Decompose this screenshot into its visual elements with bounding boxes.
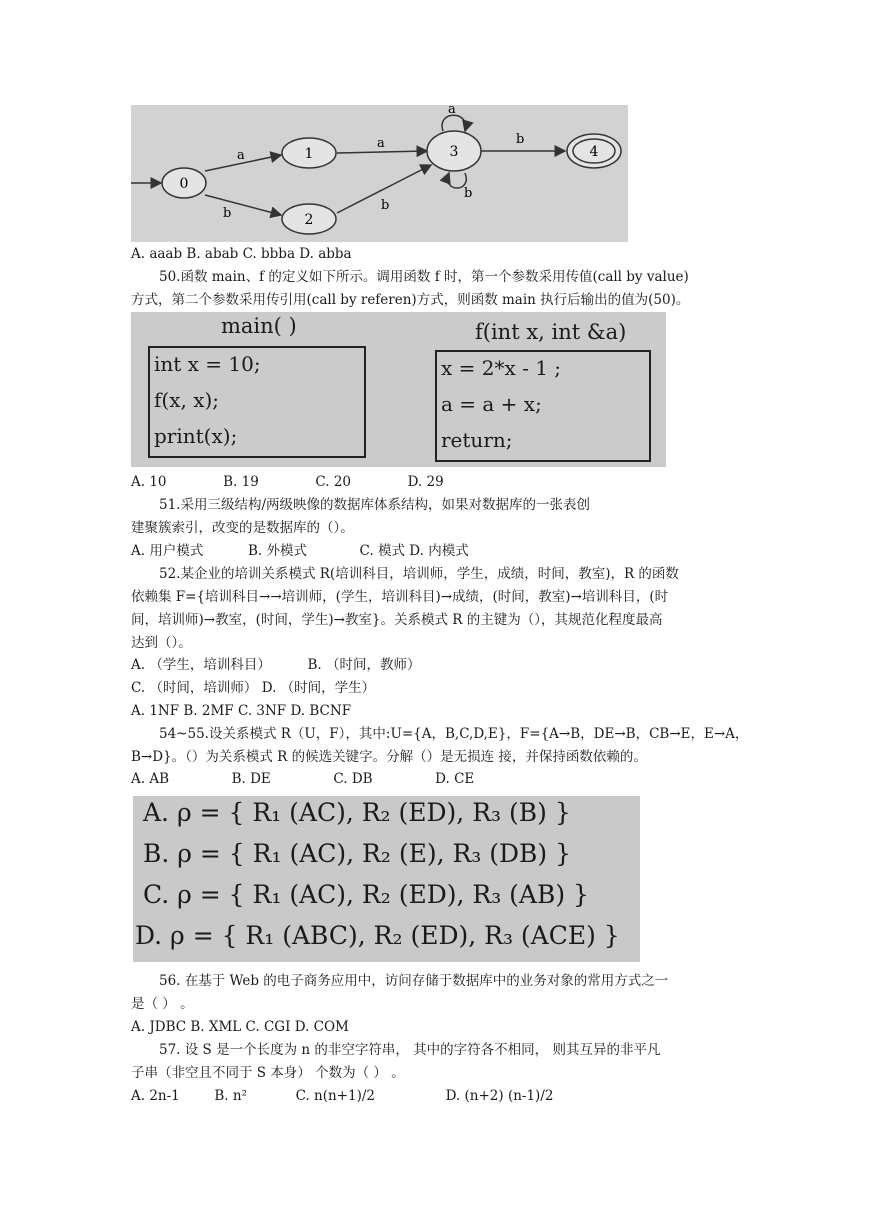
q54-option-d: D. CE bbox=[435, 771, 475, 787]
q52-line4: 达到（）。 bbox=[131, 635, 192, 651]
q57-line1: 57. 设 S 是一个长度为 n 的非空字符串， 其中的字符各不相同， 则其互异的非平凡 bbox=[159, 1042, 661, 1058]
f-title: f(int x, int &a) bbox=[475, 320, 627, 344]
f-code-line: a = a + x; bbox=[441, 392, 542, 416]
q52-option-a: A. （学生，培训科目） bbox=[131, 657, 271, 673]
f-code-line: return; bbox=[441, 428, 513, 452]
state-0 bbox=[162, 168, 206, 198]
q51-line2: 建聚簇索引，改变的是数据库的（）。 bbox=[131, 520, 354, 536]
decomp-option-d: D. ρ = { R₁ (ABC), R₂ (ED), R₃ (ACE) } bbox=[135, 921, 620, 950]
q52-line1: 52.某企业的培训关系模式 R(培训科目，培训师，学生，成绩，时间，教室)，R 的函数 bbox=[159, 566, 679, 582]
q50-option-d: D. 29 bbox=[407, 474, 444, 490]
svg-text:3: 3 bbox=[449, 144, 459, 160]
q52-line2: 依赖集 F={培训科目→→培训师，(学生，培训科目)→成绩，(时间，教室)→培训科目，(时 bbox=[131, 589, 669, 605]
svg-text:0: 0 bbox=[179, 176, 189, 192]
decomp-option-b: B. ρ = { R₁ (AC), R₂ (E), R₃ (DB) } bbox=[143, 839, 572, 868]
q52-options-cd: C. （时间，培训师） D. （时间，学生） bbox=[131, 680, 376, 696]
q51-options bbox=[131, 542, 469, 560]
edge-label-0-2: b bbox=[223, 206, 232, 221]
q51-option-cd: C. 模式 D. 内模式 bbox=[359, 543, 469, 559]
q56-options: A. JDBC B. XML C. CGI D. COM bbox=[131, 1019, 349, 1035]
q54-line1: 54~55.设关系模式 R（U，F），其中:U={A，B,C,D,E}，F={A→B，DE→B，CB→E，E→A， bbox=[159, 726, 749, 742]
edge-label-0-1: a bbox=[237, 148, 245, 163]
main-code-line: f(x, x); bbox=[154, 388, 220, 412]
q52-option-b: B. （时间，教师） bbox=[307, 657, 421, 673]
q54-option-a: A. AB bbox=[131, 771, 170, 787]
q52-line3: 间，培训师)→教室，(时间，学生)→教室}。关系模式 R 的主键为（），其规范化程度最高 bbox=[131, 612, 663, 628]
q57-option-d: D. (n+2) (n-1)/2 bbox=[445, 1088, 554, 1104]
q51-option-b: B. 外模式 bbox=[247, 543, 307, 559]
q49-options: A. aaab B. abab C. bbba D. abba bbox=[131, 246, 352, 262]
q50-options bbox=[131, 473, 444, 491]
q57-options bbox=[131, 1087, 553, 1105]
f-code-box bbox=[435, 350, 651, 462]
automaton-diagram bbox=[131, 105, 628, 242]
state-1 bbox=[282, 138, 336, 168]
decomp-option-c: C. ρ = { R₁ (AC), R₂ (ED), R₃ (AB) } bbox=[143, 880, 589, 909]
decomp-option-a: A. ρ = { R₁ (AC), R₂ (ED), R₃ (B) } bbox=[143, 798, 571, 827]
q50-text-line1: 50.函数 main、f 的定义如下所示。调用函数 f 时，第一个参数采用传值(call by value) bbox=[159, 269, 689, 285]
q57-option-a: A. 2n-1 bbox=[131, 1088, 180, 1104]
q56-line1: 56. 在基于 Web 的电子商务应用中，访问存储于数据库中的业务对象的常用方式之一 bbox=[159, 973, 669, 989]
q57-option-b: B. n² bbox=[214, 1088, 247, 1104]
main-title: main( ) bbox=[221, 314, 297, 338]
q52-options-ab bbox=[131, 656, 420, 674]
q50-text-line2: 方式，第二个参数采用传引用(call by referen)方式，则函数 main 执行后输出的值为(50)。 bbox=[131, 292, 690, 308]
main-code-line: print(x); bbox=[154, 424, 238, 448]
main-code-line: int x = 10; bbox=[154, 352, 261, 376]
q54-line2: B→D}。（）为关系模式 R 的候选关键字。分解（）是无损连 接，并保持函数依赖的。 bbox=[131, 749, 647, 765]
edge-label-loop-a: a bbox=[448, 105, 456, 117]
svg-text:2: 2 bbox=[304, 212, 314, 228]
q54-options bbox=[131, 770, 474, 788]
state-4-accepting bbox=[567, 134, 621, 168]
q50-option-a: A. 10 bbox=[131, 474, 167, 490]
q57-line2: 子串（非空且不同于 S 本身） 个数为（ ） 。 bbox=[131, 1065, 405, 1081]
q50-option-b: B. 19 bbox=[223, 474, 259, 490]
q51-option-a: A. 用户模式 bbox=[131, 543, 204, 559]
q56-line2: 是（ ） 。 bbox=[131, 996, 194, 1012]
svg-text:4: 4 bbox=[589, 144, 599, 160]
q50-option-c: C. 20 bbox=[315, 474, 351, 490]
q54-option-b: B. DE bbox=[231, 771, 271, 787]
q55-decomposition-image bbox=[133, 796, 640, 962]
edge-label-1-3: a bbox=[377, 136, 385, 151]
svg-text:1: 1 bbox=[304, 146, 314, 162]
state-2 bbox=[282, 204, 336, 234]
edge-label-3-4: b bbox=[516, 132, 525, 147]
q57-option-c: C. n(n+1)/2 bbox=[295, 1088, 375, 1104]
q51-line1: 51.采用三级结构/两级映像的数据库体系结构，如果对数据库的一张表创 bbox=[159, 497, 591, 513]
q53-nf-options: A. 1NF B. 2MF C. 3NF D. BCNF bbox=[131, 703, 352, 719]
q50-code-image bbox=[131, 312, 666, 467]
edge-label-loop-b: b bbox=[464, 186, 473, 201]
edge-label-2-3: b bbox=[381, 198, 390, 213]
state-3 bbox=[427, 131, 481, 171]
f-code-line: x = 2*x - 1 ; bbox=[441, 356, 562, 380]
q54-option-c: C. DB bbox=[333, 771, 373, 787]
main-code-box bbox=[148, 346, 366, 458]
